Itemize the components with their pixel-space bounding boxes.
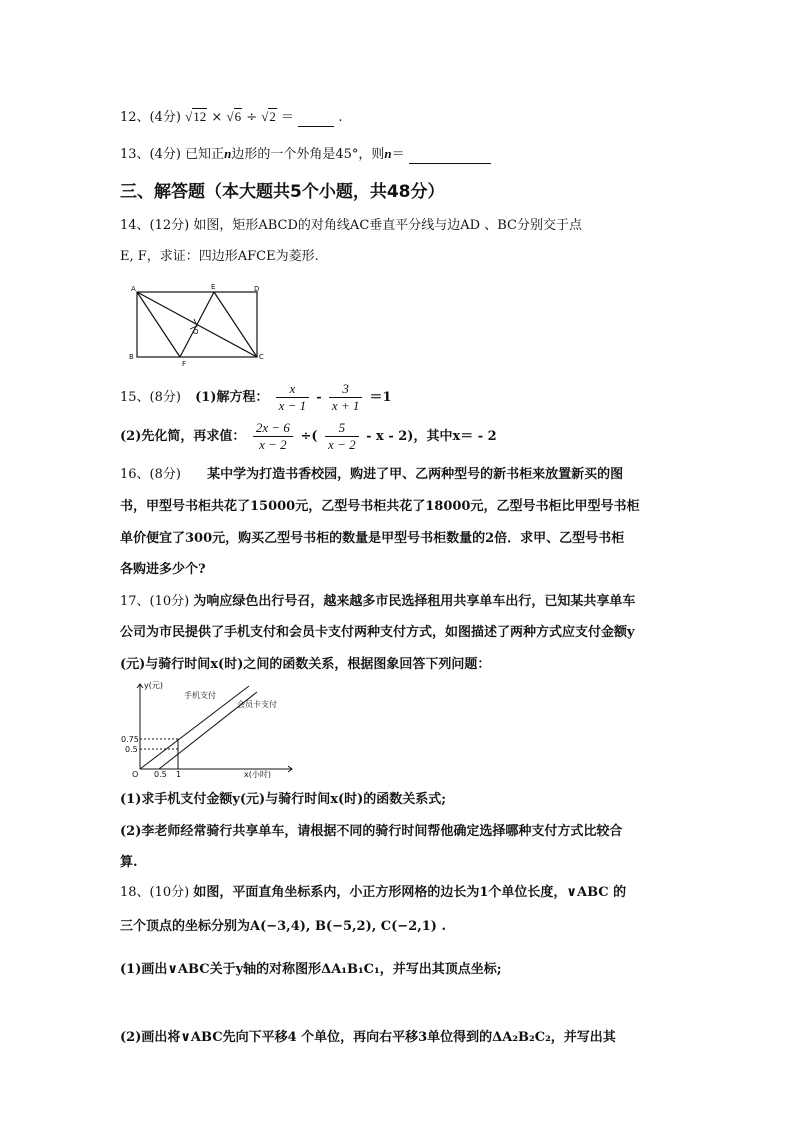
segment-af: [137, 292, 180, 357]
question-15-part1: 15、(8分) (1)解方程： $\frac{x}{x - 1}$ - $\frac{3}{x + 1}$ ＝1: [120, 381, 392, 413]
question-14-line1: 14、(12分) 如图，矩形ABCD的对角线AC垂直平分线与边AD 、BC分别交于点: [120, 218, 582, 233]
question-18-line2: 三个顶点的坐标分别为A(−3,4), B(−5,2), C(−2,1) .: [120, 919, 447, 934]
y-tick-0-5: 0.5: [125, 745, 138, 754]
x-tick-0-5: 0.5: [154, 770, 167, 779]
fraction-3-over-x-plus-1: $\frac{3}{x + 1}$: [329, 381, 363, 414]
segment-fe: [180, 292, 214, 357]
sqrt-2: √2: [261, 109, 276, 124]
question-17-sub2-line2: 算.: [120, 855, 138, 870]
label-c: C: [259, 353, 264, 361]
fraction-2x-minus-6-over-x-minus-2: $\frac{2x - 6}{x - 2}$: [253, 420, 293, 453]
label-a: A: [131, 285, 136, 293]
y-axis-label: y(元): [144, 681, 163, 690]
question-17-sub2-line1: (2)李老师经常骑行共享单车，请根据不同的骑行时间帮他确定选择哪种支付方式比较合: [120, 824, 623, 839]
label-b: B: [129, 353, 134, 361]
fraction-x-over-x-minus-1: $\frac{x}{x - 1}$: [276, 381, 310, 414]
question-18-sub1: (1)画出∨ABC关于y轴的对称图形ΔA₁B₁C₁，并写出其顶点坐标;: [120, 962, 502, 977]
label-f: F: [182, 360, 187, 368]
x-axis-label: x(小时): [244, 770, 271, 779]
question-16-line3: 单价便宜了300元，购买乙型号书柜的数量是甲型号书柜数量的2倍．求甲、乙型号书柜: [120, 531, 625, 546]
y-tick-0-75: 0.75: [121, 735, 139, 744]
rectangle-figure: [124, 282, 274, 372]
sqrt-6: √6: [226, 109, 242, 124]
answer-blank-12: [298, 112, 334, 127]
fraction-5-over-x-minus-2: $\frac{5}{x - 2}$: [325, 420, 359, 453]
origin-label: O: [132, 770, 139, 779]
section-title: 三、解答题（本大题共5个小题，共48分）: [120, 182, 445, 202]
question-17-line2: 公司为市民提供了手机支付和会员卡支付两种支付方式，如图描述了两种方式应支付金额y: [120, 625, 635, 640]
card-label: 会员卡支付: [237, 700, 277, 709]
question-18-line1: 18、(10分) 如图，平面直角坐标系内，小正方形网格的边长为1个单位长度，∨ABC 的: [120, 885, 627, 900]
question-17-line1: 17、(10分) 为响应绿色出行号召，越来越多市民选择租用共享单车出行，已知某共享单车: [120, 594, 636, 609]
phone-label: 手机支付: [184, 691, 216, 700]
question-13: 13、(4分) 已知正n边形的一个外角是45°，则n＝: [120, 145, 491, 164]
question-15-part2: (2)先化简，再求值： $\frac{2x - 6}{x - 2}$ ÷( $\frac{5}{x - 2}$ - x - 2)，其中x＝ - 2: [120, 420, 497, 452]
answer-blank-13: [409, 149, 491, 164]
q13-prefix: 13、(4分): [120, 147, 181, 162]
question-16-line4: 各购进多少个?: [120, 562, 206, 577]
question-18-sub2: (2)画出将∨ABC先向下平移4 个单位，再向右平移3单位得到的ΔA₂B₂C₂，并写出其: [120, 1030, 616, 1045]
segment-ec: [214, 292, 257, 357]
x-tick-1: 1: [176, 770, 182, 779]
payment-graph: [120, 678, 300, 784]
label-e: E: [211, 283, 216, 291]
question-14-line2: E, F，求证：四边形AFCE为菱形.: [120, 249, 319, 264]
q12-prefix: 12、(4分): [120, 110, 181, 125]
label-o: O: [193, 328, 199, 336]
question-12: 12、(4分) √12 × √6 ÷ √2 ＝ .: [120, 109, 343, 125]
label-d: D: [254, 285, 260, 293]
sqrt-12: √12: [185, 109, 207, 124]
question-17-sub1: (1)求手机支付金额y(元)与骑行时间x(时)的函数关系式;: [120, 792, 447, 807]
question-16-line1: 16、(8分) 某中学为打造书香校园，购进了甲、乙两种型号的新书柜来放置新买的图: [120, 467, 624, 482]
question-16-line2: 书，甲型号书柜共花了15000元，乙型号书柜共花了18000元，乙型号书柜比甲型号书柜: [120, 499, 640, 514]
question-17-line3: (元)与骑行时间x(时)之间的函数关系，根据图象回答下列问题：: [120, 657, 491, 672]
